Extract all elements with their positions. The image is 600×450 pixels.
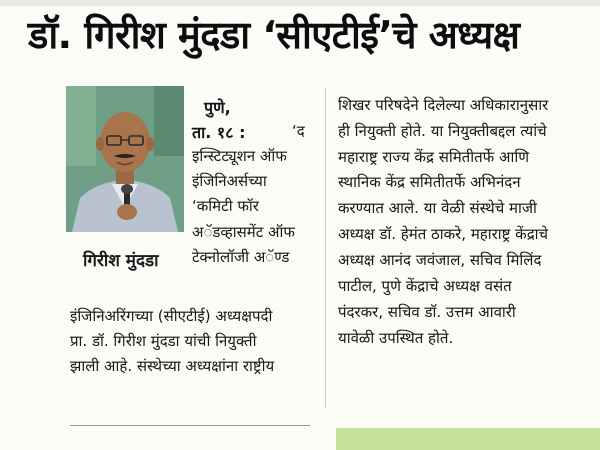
body-line: महाराष्ट्र राज्य केंद्र समितीतर्फे आणि (338, 148, 530, 166)
body-line: अध्यक्ष आनंद जवंजाल, सचिव मिलिंद (338, 251, 542, 269)
body-line: करण्यात आले. या वेळी संस्थेचे माजी (338, 199, 537, 217)
portrait-illustration (66, 86, 184, 232)
bottom-rule (70, 425, 310, 426)
body-line: इंजिनिअरिंगच्या (सीएटीई) अध्यक्षपदी (70, 307, 273, 325)
top-strip (0, 0, 600, 6)
body-line: प्रा. डॉ. गिरीश मुंदडा यांची नियुक्ती (70, 332, 257, 350)
body-line: ही नियुक्ती होते. या नियुक्तीबद्दल त्यांचे (338, 122, 547, 140)
adjacent-article-box (336, 428, 600, 450)
body-line: पाटील, पुणे केंद्राचे अध्यक्ष वसंत (338, 277, 512, 295)
headline: डॉ. गिरीश मुंदडा ‘सीएटीई’चे अध्यक्ष (28, 13, 520, 57)
body-line: इन्स्टिट्यूशन ऑफ (192, 147, 287, 165)
body-line: झाली आहे. संस्थेच्या अध्यक्षांना राष्ट्रीय (70, 357, 275, 375)
body-line: अॅडव्हासमेंट ऑफ (192, 223, 295, 241)
body-line: पंदरकर, सचिव डॉ. उत्तम आवारी (338, 303, 516, 321)
dateline-date: ता. १८ : (192, 123, 246, 142)
body-line: स्थानिक केंद्र समितीतर्फे अभिनंदन (338, 173, 521, 191)
body-line: ‘द (292, 122, 305, 140)
portrait-photo (66, 86, 184, 232)
body-line: यावेळी उपस्थित होते. (338, 329, 454, 347)
body-line: टेक्नोलॉजी अॅण्ड (192, 248, 290, 266)
photo-caption: गिरीश मुंदडा (83, 251, 159, 271)
body-line: ‘कमिटी फॉर (192, 197, 259, 215)
body-line: इंजिनिअर्सच्या (192, 172, 267, 190)
dateline-city: पुणे, (204, 98, 231, 117)
body-line: शिखर परिषदेने दिलेल्या अधिकारानुसार (338, 96, 549, 114)
column-divider (325, 88, 326, 408)
body-line: अध्यक्ष डॉ. हेमंत ठाकरे, महाराष्ट्र केंद्राचे (338, 225, 549, 243)
